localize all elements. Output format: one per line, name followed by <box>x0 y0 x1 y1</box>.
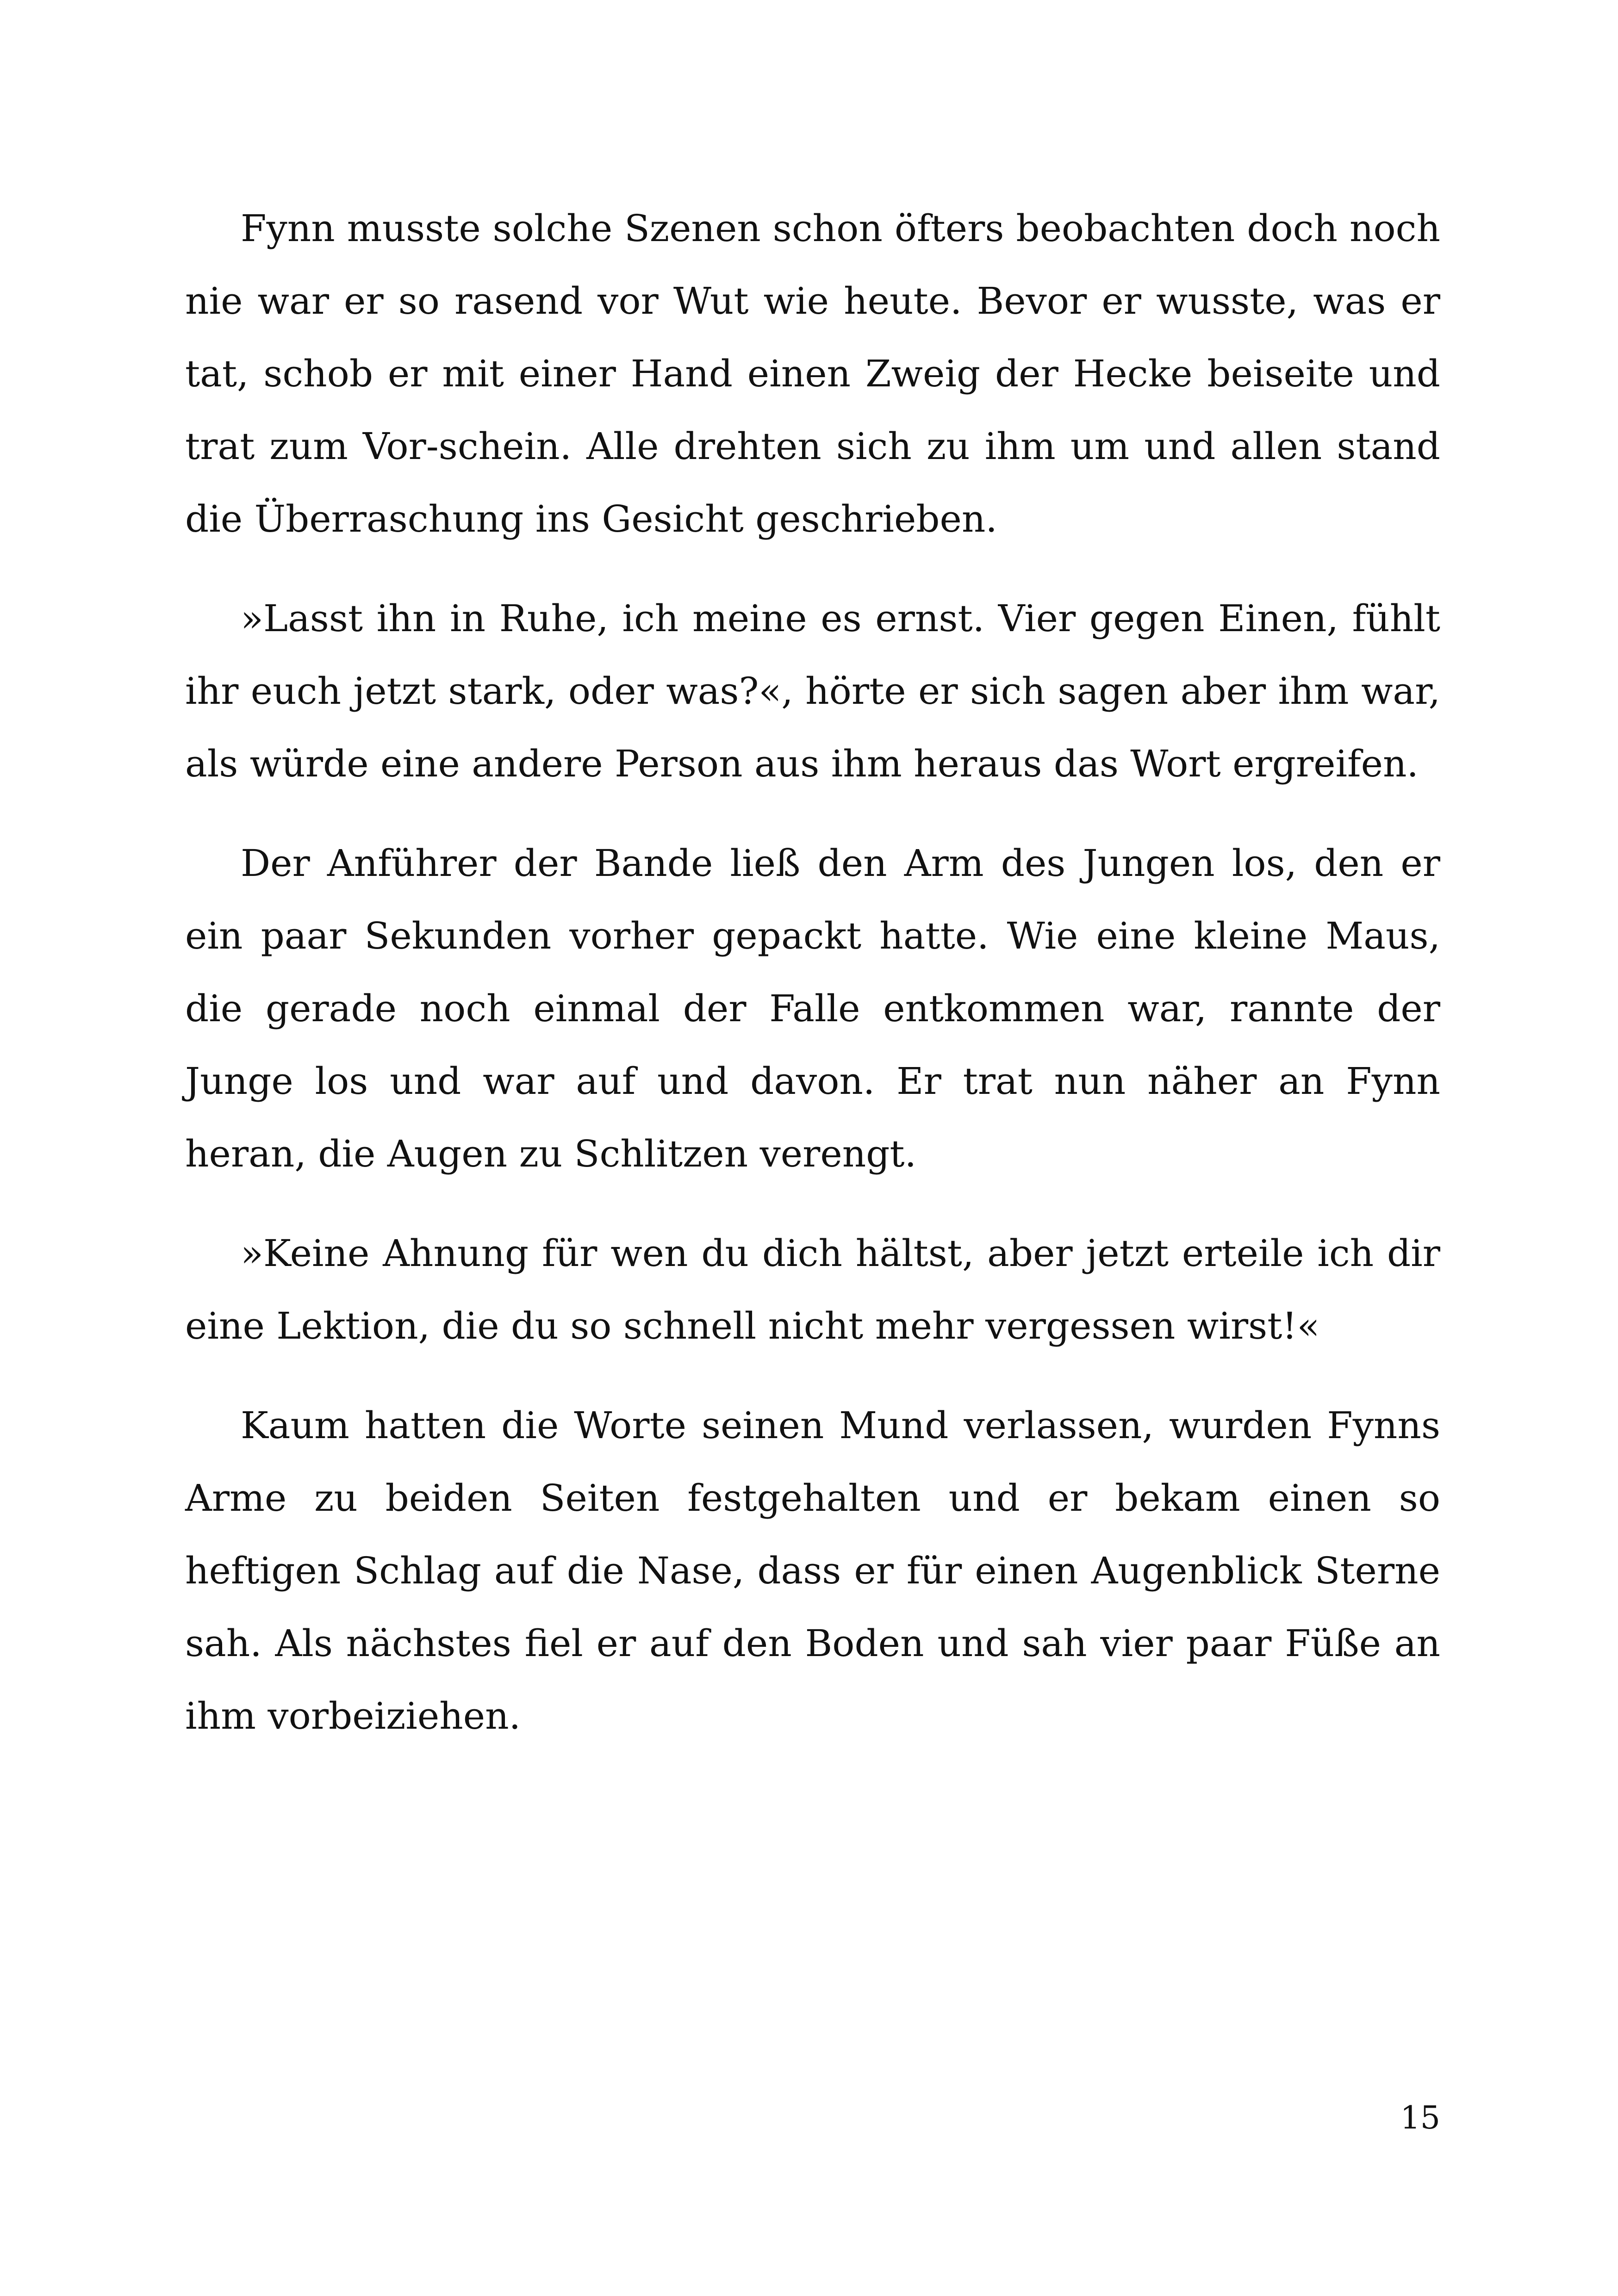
paragraph-4: »Keine Ahnung für wen du dich hältst, aber jetzt erteile ich dir eine Lektion, die du so schnell nicht mehr vergessen wirst!« <box>185 1232 1440 1347</box>
paragraph-1: Fynn musste solche Szenen schon öfters beobachten doch noch nie war er so rasend vor Wut wie heute. Bevor er wusste, was er tat, schob er mit einer Hand einen Zweig der Hecke beiseite und trat zum Vor-schein. Alle drehten sich zu ihm um und allen stand die Überraschung ins Gesicht geschrieben. <box>185 207 1440 540</box>
body-text <box>185 192 1440 1779</box>
page-number: 15 <box>1400 2100 1440 2136</box>
paragraph-3: Der Anführer der Bande ließ den Arm des Jungen los, den er ein paar Sekunden vorher gepackt hatte. Wie eine kleine Maus, die gerade noch einmal der Falle entkommen war, rannte der Junge los und war auf und davon. Er trat nun näher an Fynn heran, die Augen zu Schlitzen verengt. <box>185 842 1440 1175</box>
paragraph-2: »Lasst ihn in Ruhe, ich meine es ernst. Vier gegen Einen, fühlt ihr euch jetzt stark, oder was?«, hörte er sich sagen aber ihm war, als würde eine andere Person aus ihm heraus das Wort ergreifen. <box>185 597 1440 785</box>
paragraph-5: Kaum hatten die Worte seinen Mund verlassen, wurden Fynns Arme zu beiden Seiten festgehalten und er bekam einen so heftigen Schlag auf die Nase, dass er für einen Augenblick Sterne sah. Als nächstes fiel er auf den Boden und sah vier paar Füße an ihm vorbeiziehen. <box>185 1404 1440 1738</box>
